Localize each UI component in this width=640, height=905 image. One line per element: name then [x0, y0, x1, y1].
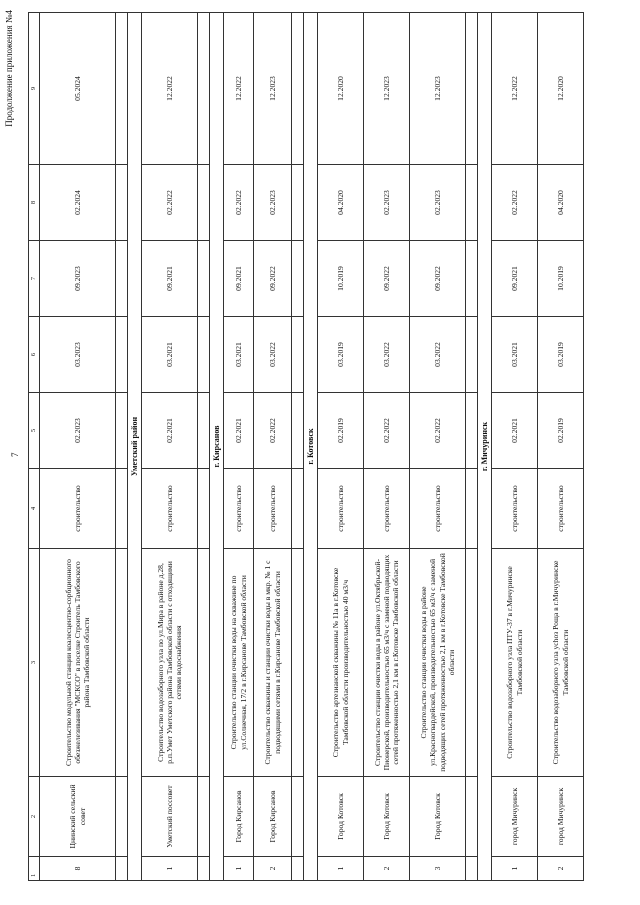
spacer-cell	[292, 777, 304, 857]
spacer-cell	[116, 241, 128, 317]
section-title: г. Кирсанов	[210, 13, 224, 881]
object-cell: Строительство водозаборного узла по ул.Мира в районе д.28, р.п.Умет Уметского района Тамбовской области с отходящими сетями водоснабжения	[142, 549, 198, 777]
date-cell: 03.2021	[224, 317, 254, 393]
spacer-cell	[466, 469, 478, 549]
date-cell: 09.2022	[410, 241, 466, 317]
object-cell: Строительство водозаборного узла ПТУ-37 в г.Мичуринске Тамбовской области	[492, 549, 538, 777]
page-number: 7	[10, 452, 20, 457]
municipality-cell: Цнинский сельский совет	[40, 777, 116, 857]
spacer-cell	[198, 857, 210, 881]
date-cell: 02.2023	[254, 165, 292, 241]
work-type-cell: строительство	[142, 469, 198, 549]
spacer-cell	[292, 549, 304, 777]
schedule-table	[28, 12, 584, 881]
spacer-cell	[292, 393, 304, 469]
object-cell: Строительство артезианской скважины № 11а в г.Котовске Тамбовской области производительностью 40 м3/ч	[318, 549, 364, 777]
municipality-cell: город Мичуринск	[538, 777, 584, 857]
spacer-cell	[116, 317, 128, 393]
date-cell: 04.2020	[318, 165, 364, 241]
table-row	[364, 13, 410, 881]
spacer-cell	[292, 241, 304, 317]
row-number: 8	[40, 857, 116, 881]
date-cell: 03.2023	[40, 317, 116, 393]
object-cell: Строительство скважины и станции очистки воды в мкр. № 1 с подводящими сетями в г.Кирсанове Тамбовской области	[254, 549, 292, 777]
date-cell: 02.2021	[142, 393, 198, 469]
table-row	[410, 13, 466, 881]
work-type-cell: строительство	[492, 469, 538, 549]
date-cell: 02.2023	[410, 165, 466, 241]
object-cell: Строительство станции очистки воды в районе ул.Октябрьской-Пионерской, производительностью 65 м3/ч с заменой подводящих сетей протяженностью 2,1 км в г.Котовске Тамбовской области	[364, 549, 410, 777]
row-number: 2	[364, 857, 410, 881]
date-cell: 09.2022	[254, 241, 292, 317]
table-row	[254, 13, 292, 881]
date-cell: 03.2021	[142, 317, 198, 393]
date-cell: 09.2021	[142, 241, 198, 317]
date-cell: 02.2022	[364, 393, 410, 469]
section-title-row	[304, 13, 318, 881]
work-type-cell: строительство	[538, 469, 584, 549]
spacer-cell	[292, 469, 304, 549]
date-cell: 02.2022	[492, 165, 538, 241]
date-cell: 12.2023	[364, 13, 410, 165]
column-numbers-row	[29, 13, 40, 881]
section-spacer	[116, 13, 128, 881]
date-cell: 10.2019	[538, 241, 584, 317]
spacer-cell	[292, 13, 304, 165]
date-cell: 02.2024	[40, 165, 116, 241]
work-type-cell: строительство	[254, 469, 292, 549]
spacer-cell	[198, 13, 210, 165]
column-number: 9	[29, 13, 40, 165]
spacer-cell	[116, 777, 128, 857]
municipality-cell: город Мичуринск	[492, 777, 538, 857]
table-row	[492, 13, 538, 881]
work-type-cell: строительство	[318, 469, 364, 549]
row-number: 2	[538, 857, 584, 881]
column-number: 7	[29, 241, 40, 317]
spacer-cell	[198, 241, 210, 317]
spacer-cell	[116, 857, 128, 881]
date-cell: 05.2024	[40, 13, 116, 165]
date-cell: 12.2023	[410, 13, 466, 165]
spacer-cell	[292, 165, 304, 241]
section-title: г. Котовск	[304, 13, 318, 881]
date-cell: 02.2022	[224, 165, 254, 241]
spacer-cell	[466, 549, 478, 777]
date-cell: 03.2019	[318, 317, 364, 393]
spacer-cell	[466, 317, 478, 393]
section-spacer	[466, 13, 478, 881]
spacer-cell	[466, 165, 478, 241]
spacer-cell	[198, 393, 210, 469]
date-cell: 09.2021	[492, 241, 538, 317]
table-row	[224, 13, 254, 881]
spacer-cell	[198, 165, 210, 241]
municipality-cell: Город Котовск	[364, 777, 410, 857]
work-type-cell: строительство	[40, 469, 116, 549]
spacer-cell	[466, 777, 478, 857]
row-number: 1	[142, 857, 198, 881]
date-cell: 12.2020	[538, 13, 584, 165]
section-title-row	[210, 13, 224, 881]
column-number: 6	[29, 317, 40, 393]
row-number: 1	[492, 857, 538, 881]
date-cell: 09.2023	[40, 241, 116, 317]
table-row	[538, 13, 584, 881]
spacer-cell	[466, 393, 478, 469]
section-spacer	[198, 13, 210, 881]
object-cell: Строительство станции очистки воды в районе ул.Красногвардейской, производительностью 65 м3/ч с заменой подводящих сетей протяженностью 2,1 км в г.Котовске Тамбовской области	[410, 549, 466, 777]
table-row	[142, 13, 198, 881]
date-cell: 02.2022	[410, 393, 466, 469]
column-number: 4	[29, 469, 40, 549]
object-cell: Строительство водозаборного узла уchоз Роща в г.Мичуринске Тамбовской области	[538, 549, 584, 777]
date-cell: 03.2021	[492, 317, 538, 393]
date-cell: 12.2022	[224, 13, 254, 165]
column-number: 8	[29, 165, 40, 241]
date-cell: 12.2020	[318, 13, 364, 165]
date-cell: 03.2022	[410, 317, 466, 393]
spacer-cell	[292, 317, 304, 393]
spacer-cell	[292, 857, 304, 881]
column-number: 1	[29, 857, 40, 881]
row-number: 2	[254, 857, 292, 881]
date-cell: 02.2023	[364, 165, 410, 241]
spacer-cell	[466, 13, 478, 165]
date-cell: 02.2023	[40, 393, 116, 469]
continuation-note: Продолжение приложения №4	[4, 10, 14, 127]
date-cell: 04.2020	[538, 165, 584, 241]
date-cell: 02.2022	[142, 165, 198, 241]
row-number: 1	[318, 857, 364, 881]
municipality-cell: Уметский поссовет	[142, 777, 198, 857]
object-cell: Строительство станции очистки воды на скважине по ул.Солнечная, 17/2 в г.Кирсанове Тамбовской области	[224, 549, 254, 777]
spacer-cell	[116, 549, 128, 777]
section-title-row	[478, 13, 492, 881]
date-cell: 10.2019	[318, 241, 364, 317]
section-title: Уметский район	[128, 13, 142, 881]
spacer-cell	[198, 469, 210, 549]
object-cell: Строительство модульной станции коалесцентно-сорбционного обезжелезивания "МСКСО" в поселке Строитель Тамбовского района Тамбовской области	[40, 549, 116, 777]
municipality-cell: Город Котовск	[410, 777, 466, 857]
column-number: 5	[29, 393, 40, 469]
date-cell: 12.2022	[492, 13, 538, 165]
work-type-cell: строительство	[224, 469, 254, 549]
spacer-cell	[116, 13, 128, 165]
date-cell: 02.2019	[538, 393, 584, 469]
date-cell: 02.2022	[254, 393, 292, 469]
spacer-cell	[198, 549, 210, 777]
date-cell: 03.2019	[538, 317, 584, 393]
column-number: 3	[29, 549, 40, 777]
column-number: 2	[29, 777, 40, 857]
section-spacer	[292, 13, 304, 881]
date-cell: 02.2019	[318, 393, 364, 469]
schedule-table-body	[29, 13, 584, 881]
row-number: 1	[224, 857, 254, 881]
date-cell: 09.2022	[364, 241, 410, 317]
date-cell: 02.2021	[492, 393, 538, 469]
spacer-cell	[466, 857, 478, 881]
date-cell: 02.2021	[224, 393, 254, 469]
row-number: 3	[410, 857, 466, 881]
table-row	[40, 13, 116, 881]
date-cell: 03.2022	[254, 317, 292, 393]
date-cell: 12.2023	[254, 13, 292, 165]
municipality-cell: Город Кирсанов	[254, 777, 292, 857]
work-type-cell: строительство	[364, 469, 410, 549]
spacer-cell	[198, 777, 210, 857]
date-cell: 03.2022	[364, 317, 410, 393]
date-cell: 12.2022	[142, 13, 198, 165]
work-type-cell: строительство	[410, 469, 466, 549]
section-title-row	[128, 13, 142, 881]
spacer-cell	[116, 165, 128, 241]
date-cell: 09.2021	[224, 241, 254, 317]
spacer-cell	[116, 393, 128, 469]
spacer-cell	[116, 469, 128, 549]
spacer-cell	[466, 241, 478, 317]
table-row	[318, 13, 364, 881]
municipality-cell: Город Котовск	[318, 777, 364, 857]
spacer-cell	[198, 317, 210, 393]
municipality-cell: Город Кирсанов	[224, 777, 254, 857]
section-title: г. Мичуринск	[478, 13, 492, 881]
